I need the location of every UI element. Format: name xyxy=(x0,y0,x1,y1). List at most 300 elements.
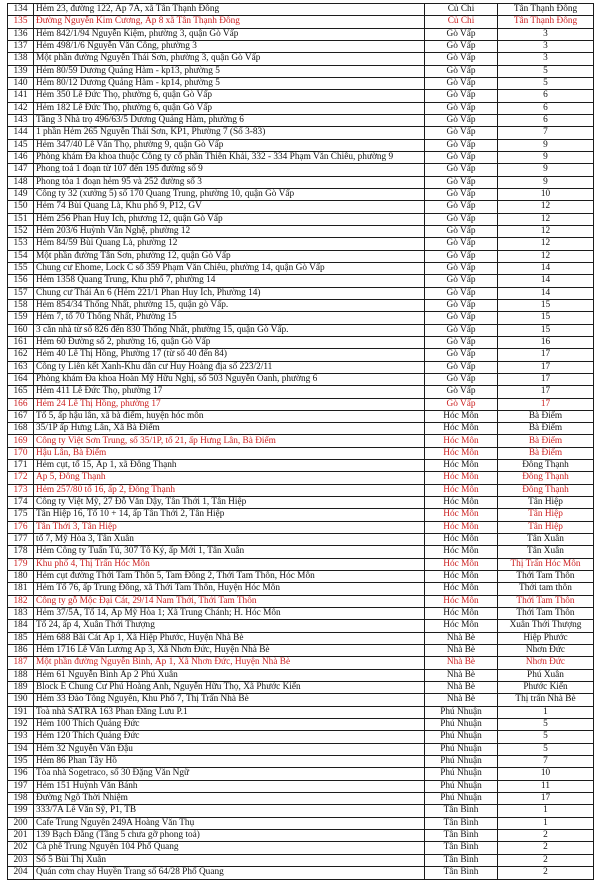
address-cell: Phòng khám Đa khoa thuộc Công ty cổ phần Thiên Khải, 332 - 334 Phạm Văn Chiêu, phường 9 xyxy=(34,151,425,163)
row-number-cell: 196 xyxy=(8,768,34,780)
row-number-cell: 203 xyxy=(8,854,34,866)
table-body xyxy=(8,4,594,880)
table-row xyxy=(8,706,594,718)
row-number-cell: 146 xyxy=(8,151,34,163)
address-cell: Hẻm 347/40 Lê Văn Thọ, phường 9, quận Gò Vấp xyxy=(34,139,425,151)
district-cell: Tân Bình xyxy=(425,842,498,854)
row-number-cell: 200 xyxy=(8,817,34,829)
district-cell: Gò Vấp xyxy=(425,336,498,348)
table-row xyxy=(8,768,594,780)
table-row xyxy=(8,262,594,274)
address-cell: Một phần đường Tân Sơn, phường 12, quận Gò Vấp xyxy=(34,250,425,262)
district-cell: Gò Vấp xyxy=(425,28,498,40)
table-row xyxy=(8,176,594,188)
table-row xyxy=(8,756,594,768)
district-cell: Gò Vấp xyxy=(425,312,498,324)
district-cell: Gò Vấp xyxy=(425,361,498,373)
row-number-cell: 145 xyxy=(8,139,34,151)
table-row xyxy=(8,743,594,755)
district-cell: Nhà Bè xyxy=(425,657,498,669)
address-cell: Hẻm 1358 Quang Trung, Khu phố 7, phường 14 xyxy=(34,275,425,287)
address-cell: Toà nhà SATRA 163 Phan Đăng Lưu P.1 xyxy=(34,706,425,718)
district-cell: Gò Vấp xyxy=(425,386,498,398)
ward-cell: Thị trấn Nhà Bè xyxy=(498,694,594,706)
table-row xyxy=(8,299,594,311)
district-cell: Hóc Môn xyxy=(425,435,498,447)
table-row xyxy=(8,521,594,533)
row-number-cell: 148 xyxy=(8,176,34,188)
district-cell: Gò Vấp xyxy=(425,213,498,225)
address-cell: Hẻm 80/12 Dương Quảng Hàm - kp14, phường 5 xyxy=(34,77,425,89)
address-cell: 35/1P ấp Hưng Lân, Xã Bà Điểm xyxy=(34,423,425,435)
row-number-cell: 143 xyxy=(8,114,34,126)
district-cell: Phú Nhuận xyxy=(425,731,498,743)
ward-cell: 9 xyxy=(498,164,594,176)
ward-cell: Thới tam thôn xyxy=(498,583,594,595)
table-row xyxy=(8,151,594,163)
row-number-cell: 141 xyxy=(8,90,34,102)
ward-cell: Tân Xuân xyxy=(498,546,594,558)
ward-cell: 17 xyxy=(498,386,594,398)
ward-cell: 3 xyxy=(498,40,594,52)
address-cell: Block E Chung Cư Phú Hoàng Anh, Nguyễn Hữu Thọ, Xã Phước Kiển xyxy=(34,682,425,694)
district-cell: Gò Vấp xyxy=(425,262,498,274)
ward-cell: Đông Thạnh xyxy=(498,460,594,472)
district-cell: Gò Vấp xyxy=(425,201,498,213)
address-cell: Tổ 5, ấp hậu lân, xã bà điểm, huyện hóc môn xyxy=(34,410,425,422)
address-cell: 3 căn nhà từ số 826 đến 830 Thống Nhất, phường 15, quận Gò Vấp. xyxy=(34,324,425,336)
row-number-cell: 171 xyxy=(8,460,34,472)
row-number-cell: 166 xyxy=(8,398,34,410)
district-cell: Gò Vấp xyxy=(425,287,498,299)
address-cell: Hẻm 40 Lê Thị Hồng, Phường 17 (từ số 40 đến 84) xyxy=(34,349,425,361)
address-cell: Hậu Lân, Bà Điểm xyxy=(34,447,425,459)
address-cell: tổ 7, Mỹ Hòa 3, Tân Xuân xyxy=(34,534,425,546)
district-cell: Hóc Môn xyxy=(425,558,498,570)
ward-cell: 12 xyxy=(498,250,594,262)
row-number-cell: 181 xyxy=(8,583,34,595)
district-cell: Hóc Môn xyxy=(425,460,498,472)
row-number-cell: 202 xyxy=(8,842,34,854)
table-row xyxy=(8,361,594,373)
district-cell: Gò Vấp xyxy=(425,90,498,102)
address-cell: Cà phê Trung Nguyên 104 Phổ Quang xyxy=(34,842,425,854)
address-cell: Quán cơm chay Huyền Trang số 64/28 Phổ Quang xyxy=(34,866,425,879)
district-cell: Hóc Môn xyxy=(425,620,498,632)
address-cell: Phòng khám Đa khoa Hoàn Mỹ Hữu Nghị, số 503 Nguyễn Oanh, phường 6 xyxy=(34,373,425,385)
ward-cell: 16 xyxy=(498,336,594,348)
ward-cell: 17 xyxy=(498,793,594,805)
table-row xyxy=(8,312,594,324)
district-cell: Gò Vấp xyxy=(425,238,498,250)
table-row xyxy=(8,16,594,28)
district-cell: Tân Bình xyxy=(425,817,498,829)
district-cell: Gò Vấp xyxy=(425,398,498,410)
ward-cell: 10 xyxy=(498,188,594,200)
table-row xyxy=(8,484,594,496)
district-cell: Tân Bình xyxy=(425,805,498,817)
ward-cell: Tân Hiệp xyxy=(498,509,594,521)
row-number-cell: 155 xyxy=(8,262,34,274)
address-cell: Hẻm 411 Lê Đức Thọ, phường 17 xyxy=(34,386,425,398)
table-row xyxy=(8,225,594,237)
district-cell: Phú Nhuận xyxy=(425,768,498,780)
district-cell: Gò Vấp xyxy=(425,225,498,237)
address-cell: Một phần đường Nguyễn Bình, Ấp 1, Xã Nhơn Đức, Huyện Nhà Bè xyxy=(34,657,425,669)
address-cell: Đường Nguyễn Kim Cương, Ấp 8 xã Tân Thạnh Đông xyxy=(34,16,425,28)
district-cell: Hóc Môn xyxy=(425,521,498,533)
row-number-cell: 144 xyxy=(8,127,34,139)
row-number-cell: 198 xyxy=(8,793,34,805)
district-cell: Phú Nhuận xyxy=(425,719,498,731)
table-row xyxy=(8,188,594,200)
row-number-cell: 165 xyxy=(8,386,34,398)
address-cell: Hẻm Tổ 76, ấp Trung Đông, xã Thới Tam Thôn, Huyện Hóc Môn xyxy=(34,583,425,595)
address-cell: Tòa nhà Sogetraco, số 30 Đặng Văn Ngữ xyxy=(34,768,425,780)
row-number-cell: 135 xyxy=(8,16,34,28)
row-number-cell: 176 xyxy=(8,521,34,533)
district-cell: Hóc Môn xyxy=(425,447,498,459)
row-number-cell: 186 xyxy=(8,645,34,657)
row-number-cell: 164 xyxy=(8,373,34,385)
district-cell: Củ Chi xyxy=(425,16,498,28)
address-cell: Hẻm 203/6 Huỳnh Văn Nghệ, phường 12 xyxy=(34,225,425,237)
address-cell: Hẻm 61 Nguyễn Bình Ấp 2 Phú Xuân xyxy=(34,669,425,681)
ward-cell: Phước Kiển xyxy=(498,682,594,694)
address-cell: Ấp 5, Đông Thạnh xyxy=(34,472,425,484)
district-cell: Phú Nhuận xyxy=(425,780,498,792)
ward-cell: 11 xyxy=(498,780,594,792)
row-number-cell: 139 xyxy=(8,65,34,77)
ward-cell: 9 xyxy=(498,139,594,151)
address-cell: Hẻm 80/59 Dương Quảng Hàm - kp13, phường 5 xyxy=(34,65,425,77)
row-number-cell: 140 xyxy=(8,77,34,89)
address-cell: Hẻm 37/5A, Tổ 14, Ấp Mỹ Hòa 1; Xã Trung Chánh; H. Hóc Môn xyxy=(34,608,425,620)
ward-cell: Tân Xuân xyxy=(498,534,594,546)
ward-cell: 17 xyxy=(498,349,594,361)
row-number-cell: 163 xyxy=(8,361,34,373)
ward-cell: Bà Điểm xyxy=(498,447,594,459)
table-row xyxy=(8,435,594,447)
address-cell: Hẻm 854/34 Thống Nhất, phường 15, quận gò Vấp. xyxy=(34,299,425,311)
row-number-cell: 167 xyxy=(8,410,34,422)
address-cell: Hẻm 256 Phan Huy Ích, phương 12, quận Gò Vấp xyxy=(34,213,425,225)
row-number-cell: 158 xyxy=(8,299,34,311)
table-row xyxy=(8,682,594,694)
district-cell: Hóc Môn xyxy=(425,472,498,484)
address-cell: Số 5 Bùi Thị Xuân xyxy=(34,854,425,866)
table-row xyxy=(8,558,594,570)
district-cell: Gò Vấp xyxy=(425,250,498,262)
address-cell: Hẻm cụt đường Thới Tam Thôn 5, Tam Đông 2, Thới Tam Thôn, Hóc Môn xyxy=(34,571,425,583)
table-row xyxy=(8,595,594,607)
row-number-cell: 193 xyxy=(8,731,34,743)
district-cell: Hóc Môn xyxy=(425,484,498,496)
table-row xyxy=(8,866,594,879)
address-cell: Hẻm 182 Lê Đức Thọ, phường 6, quận Gò Vấp xyxy=(34,102,425,114)
ward-cell: 5 xyxy=(498,743,594,755)
table-row xyxy=(8,373,594,385)
table-row xyxy=(8,534,594,546)
table-row xyxy=(8,250,594,262)
ward-cell: Bà Điểm xyxy=(498,423,594,435)
ward-cell: 3 xyxy=(498,53,594,65)
district-cell: Hóc Môn xyxy=(425,546,498,558)
row-number-cell: 197 xyxy=(8,780,34,792)
address-cell: Hẻm 32 Nguyễn Văn Đậu xyxy=(34,743,425,755)
row-number-cell: 169 xyxy=(8,435,34,447)
ward-cell: Đông Thạnh xyxy=(498,484,594,496)
district-cell: Gò Vấp xyxy=(425,299,498,311)
address-cell: Công ty gỗ Mộc Đại Cát, 29/14 Nam Thới, Thới Tam Thôn xyxy=(34,595,425,607)
district-cell: Phú Nhuận xyxy=(425,743,498,755)
address-cell: Khu phố 4, Thị Trấn Hóc Môn xyxy=(34,558,425,570)
district-cell: Gò Vấp xyxy=(425,139,498,151)
address-cell: Công ty 32 (xưởng 5) số 170 Quang Trung, phường 10, quận Gò Vấp xyxy=(34,188,425,200)
ward-cell: 5 xyxy=(498,77,594,89)
table-row xyxy=(8,398,594,410)
address-cell: Hẻm 100 Thích Quảng Đức xyxy=(34,719,425,731)
table-row xyxy=(8,632,594,644)
address-cell: Tổ 24, ấp 4, Xuân Thới Thượng xyxy=(34,620,425,632)
district-cell: Nhà Bè xyxy=(425,694,498,706)
table-row xyxy=(8,719,594,731)
district-cell: Hóc Môn xyxy=(425,410,498,422)
district-cell: Gò Vấp xyxy=(425,127,498,139)
row-number-cell: 136 xyxy=(8,28,34,40)
address-cell: 139 Bạch Đằng (Tầng 5 chưa gỡ phong toả) xyxy=(34,829,425,841)
address-cell: Hẻm 257/80 tổ 16, ấp 2, Đông Thạnh xyxy=(34,484,425,496)
address-cell: Cafe Trung Nguyên 249A Hoàng Văn Thụ xyxy=(34,817,425,829)
address-cell: Công ty Việt Sơn Trung, số 35/1P, tổ 21, ấp Hưng Lân, Bà Điểm xyxy=(34,435,425,447)
address-cell: Tân Hiệp 16, Tổ 10 + 14, ấp Tân Thới 2, Tân Hiệp xyxy=(34,509,425,521)
row-number-cell: 201 xyxy=(8,829,34,841)
row-number-cell: 204 xyxy=(8,866,34,879)
address-cell: Hẻm 350 Lê Đức Thọ, phường 6, quận Gò Vấp xyxy=(34,90,425,102)
row-number-cell: 174 xyxy=(8,497,34,509)
address-cell: Hẻm 86 Phan Tây Hồ xyxy=(34,756,425,768)
row-number-cell: 184 xyxy=(8,620,34,632)
row-number-cell: 161 xyxy=(8,336,34,348)
address-cell: Phong tỏa 1 đoạn hẻm 95 và 252 đường số 3 xyxy=(34,176,425,188)
district-cell: Gò Vấp xyxy=(425,65,498,77)
ward-cell: 5 xyxy=(498,65,594,77)
address-cell: Phong toả 1 đoạn từ 107 đến 195 đường số 9 xyxy=(34,164,425,176)
row-number-cell: 149 xyxy=(8,188,34,200)
table-row xyxy=(8,28,594,40)
row-number-cell: 191 xyxy=(8,706,34,718)
row-number-cell: 190 xyxy=(8,694,34,706)
table-row xyxy=(8,423,594,435)
ward-cell: Nhơn Đức xyxy=(498,645,594,657)
row-number-cell: 157 xyxy=(8,287,34,299)
address-cell: Một phần đường Nguyễn Thái Sơn, phường 3, quận Gò Vấp xyxy=(34,53,425,65)
table-row xyxy=(8,509,594,521)
row-number-cell: 134 xyxy=(8,4,34,16)
address-cell: Hẻm cụt, tổ 15, Ấp 1, xã Đông Thạnh xyxy=(34,460,425,472)
table-row xyxy=(8,213,594,225)
table-row xyxy=(8,645,594,657)
ward-cell: 1 xyxy=(498,817,594,829)
ward-cell: Bà Điểm xyxy=(498,410,594,422)
address-cell: Hẻm 23, đường 122, Ấp 7A, xã Tân Thạnh Đông xyxy=(34,4,425,16)
table-row xyxy=(8,657,594,669)
row-number-cell: 179 xyxy=(8,558,34,570)
ward-cell: 14 xyxy=(498,275,594,287)
ward-cell: Tân Hiệp xyxy=(498,497,594,509)
row-number-cell: 195 xyxy=(8,756,34,768)
address-cell: Hẻm 24 Lê Thị Hồng, phường 17 xyxy=(34,398,425,410)
district-cell: Hóc Môn xyxy=(425,534,498,546)
address-cell: Hẻm 60 Đường số 2, phường 16, quận Gò Vấp xyxy=(34,336,425,348)
ward-cell: Thới Tam Thôn xyxy=(498,608,594,620)
row-number-cell: 178 xyxy=(8,546,34,558)
district-cell: Hóc Môn xyxy=(425,509,498,521)
table-row xyxy=(8,90,594,102)
row-number-cell: 177 xyxy=(8,534,34,546)
district-cell: Phú Nhuận xyxy=(425,706,498,718)
address-cell: Hẻm 151 Huỳnh Văn Bánh xyxy=(34,780,425,792)
row-number-cell: 142 xyxy=(8,102,34,114)
table-row xyxy=(8,336,594,348)
district-cell: Gò Vấp xyxy=(425,275,498,287)
ward-cell: 17 xyxy=(498,361,594,373)
table-row xyxy=(8,164,594,176)
table-row xyxy=(8,238,594,250)
address-cell: Chung cư Ehome, Lock C số 359 Phạm Văn Chiêu, phường 14, quận Gò Vấp xyxy=(34,262,425,274)
row-number-cell: 151 xyxy=(8,213,34,225)
ward-cell: 1 xyxy=(498,706,594,718)
ward-cell: 15 xyxy=(498,324,594,336)
ward-cell: Nhơn Đức xyxy=(498,657,594,669)
row-number-cell: 187 xyxy=(8,657,34,669)
row-number-cell: 199 xyxy=(8,805,34,817)
ward-cell: Hiệp Phước xyxy=(498,632,594,644)
table-row xyxy=(8,583,594,595)
district-cell: Gò Vấp xyxy=(425,53,498,65)
ward-cell: 12 xyxy=(498,213,594,225)
ward-cell: 2 xyxy=(498,854,594,866)
table-row xyxy=(8,805,594,817)
district-cell: Nhà Bè xyxy=(425,669,498,681)
ward-cell: 17 xyxy=(498,398,594,410)
ward-cell: 3 xyxy=(498,28,594,40)
table-row xyxy=(8,694,594,706)
table-row xyxy=(8,275,594,287)
address-cell: Hẻm 120 Thích Quảng Đức xyxy=(34,731,425,743)
ward-cell: Đông Thạnh xyxy=(498,472,594,484)
district-cell: Gò Vấp xyxy=(425,349,498,361)
ward-cell: 2 xyxy=(498,866,594,879)
ward-cell: 6 xyxy=(498,114,594,126)
district-cell: Hóc Môn xyxy=(425,497,498,509)
row-number-cell: 162 xyxy=(8,349,34,361)
ward-cell: 5 xyxy=(498,719,594,731)
ward-cell: 6 xyxy=(498,102,594,114)
table-row xyxy=(8,287,594,299)
district-cell: Hóc Môn xyxy=(425,571,498,583)
ward-cell: 14 xyxy=(498,287,594,299)
ward-cell: 15 xyxy=(498,299,594,311)
district-cell: Gò Vấp xyxy=(425,373,498,385)
address-cell: Hẻm 688 Bãi Cát Ấp 1, Xã Hiệp Phước, Huyện Nhà Bè xyxy=(34,632,425,644)
table-row xyxy=(8,65,594,77)
district-cell: Phú Nhuận xyxy=(425,756,498,768)
row-number-cell: 192 xyxy=(8,719,34,731)
address-cell: Hẻm 7, tổ 70 Thống Nhất, Phường 15 xyxy=(34,312,425,324)
row-number-cell: 183 xyxy=(8,608,34,620)
table-row xyxy=(8,114,594,126)
row-number-cell: 194 xyxy=(8,743,34,755)
district-cell: Hóc Môn xyxy=(425,583,498,595)
ward-cell: 10 xyxy=(498,768,594,780)
district-cell: Gò Vấp xyxy=(425,188,498,200)
table-row xyxy=(8,77,594,89)
district-cell: Gò Vấp xyxy=(425,324,498,336)
address-cell: Công ty Việt Mỹ, 27 Đỗ Văn Dậy, Tân Thới 1, Tân Hiệp xyxy=(34,497,425,509)
row-number-cell: 147 xyxy=(8,164,34,176)
ward-cell: Tân Thạnh Đông xyxy=(498,4,594,16)
ward-cell: 12 xyxy=(498,201,594,213)
lockdown-locations-table xyxy=(7,3,594,880)
ward-cell: Thới Tam Thôn xyxy=(498,595,594,607)
row-number-cell: 173 xyxy=(8,484,34,496)
address-cell: Đường Ngô Thời Nhiệm xyxy=(34,793,425,805)
table-row xyxy=(8,571,594,583)
ward-cell: 2 xyxy=(498,829,594,841)
table-row xyxy=(8,324,594,336)
ward-cell: 17 xyxy=(498,373,594,385)
table-row xyxy=(8,349,594,361)
district-cell: Nhà Bè xyxy=(425,645,498,657)
row-number-cell: 154 xyxy=(8,250,34,262)
address-cell: Hẻm 33 Đào Tông Nguyên, Khu Phố 7, Thị Trấn Nhà Bè xyxy=(34,694,425,706)
table-row xyxy=(8,669,594,681)
row-number-cell: 156 xyxy=(8,275,34,287)
district-cell: Tân Bình xyxy=(425,854,498,866)
table-row xyxy=(8,620,594,632)
table-row xyxy=(8,817,594,829)
row-number-cell: 153 xyxy=(8,238,34,250)
ward-cell: 7 xyxy=(498,127,594,139)
ward-cell: Phú Xuân xyxy=(498,669,594,681)
district-cell: Gò Vấp xyxy=(425,77,498,89)
address-cell: 333/7A Lê Văn Sỹ, P1, TB xyxy=(34,805,425,817)
district-cell: Hóc Môn xyxy=(425,608,498,620)
ward-cell: Tân Thạnh Đông xyxy=(498,16,594,28)
table-row xyxy=(8,447,594,459)
ward-cell: Xuân Thới Thượng xyxy=(498,620,594,632)
district-cell: Gò Vấp xyxy=(425,176,498,188)
address-cell: Hẻm 84/59 Bùi Quang Là, phường 12 xyxy=(34,238,425,250)
ward-cell: 2 xyxy=(498,842,594,854)
table-row xyxy=(8,793,594,805)
row-number-cell: 168 xyxy=(8,423,34,435)
row-number-cell: 170 xyxy=(8,447,34,459)
row-number-cell: 159 xyxy=(8,312,34,324)
table-row xyxy=(8,40,594,52)
district-cell: Củ Chi xyxy=(425,4,498,16)
table-row xyxy=(8,127,594,139)
table-row xyxy=(8,139,594,151)
row-number-cell: 180 xyxy=(8,571,34,583)
table-row xyxy=(8,731,594,743)
ward-cell: 15 xyxy=(498,312,594,324)
table-row xyxy=(8,842,594,854)
row-number-cell: 137 xyxy=(8,40,34,52)
table-row xyxy=(8,386,594,398)
district-cell: Phú Nhuận xyxy=(425,793,498,805)
